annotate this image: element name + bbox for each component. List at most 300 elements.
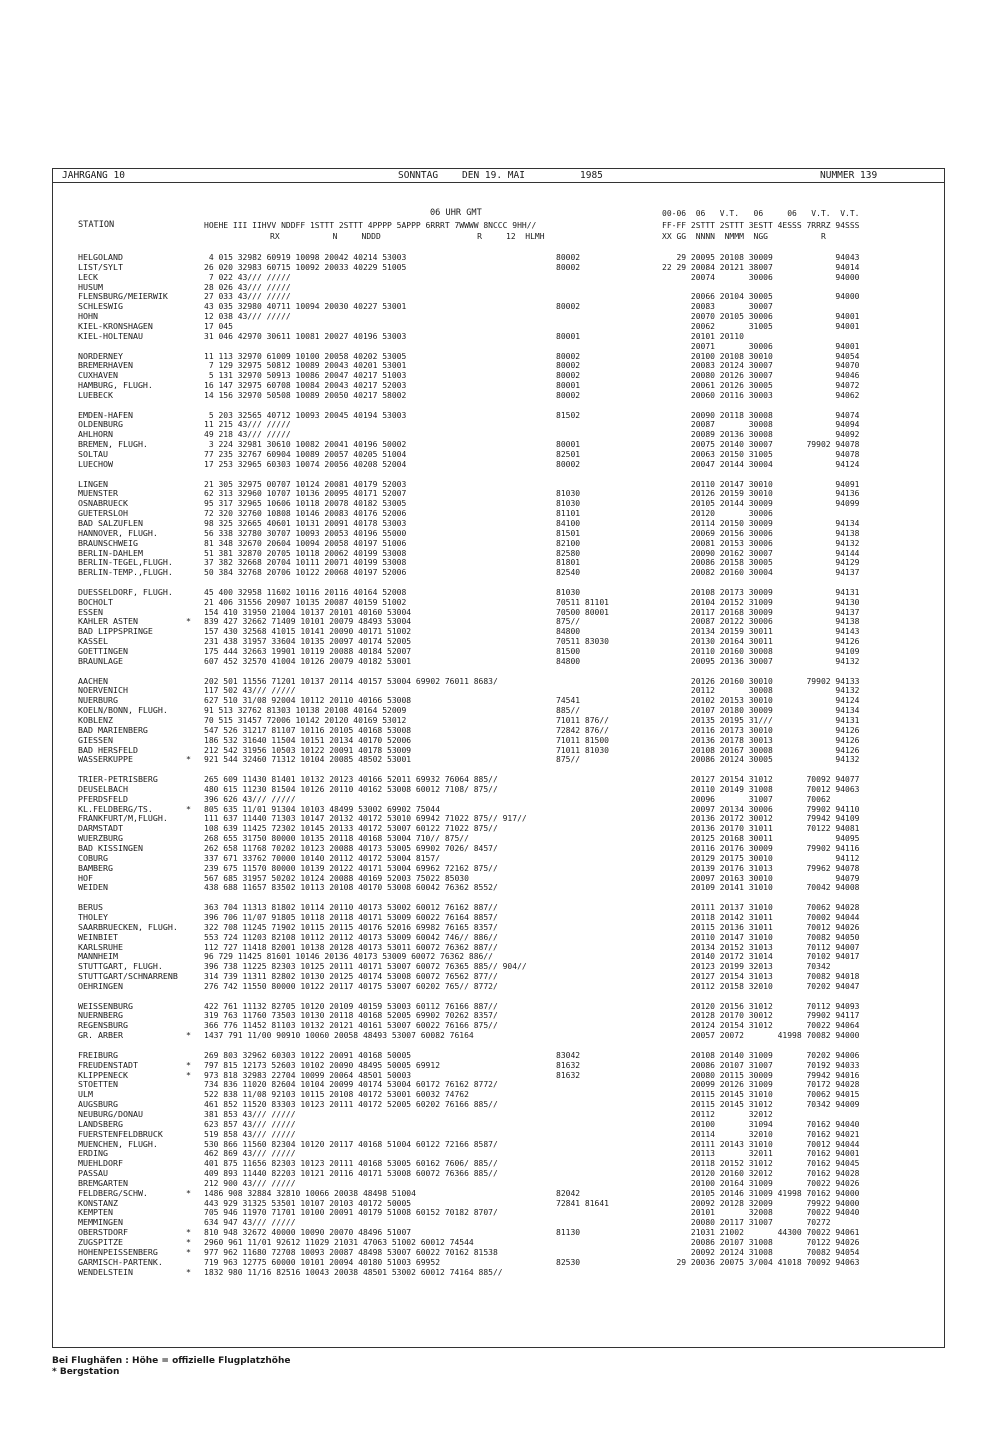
station-name: MUENCHEN, FLUGH.	[78, 1138, 158, 1149]
extra-groups: 80001	[556, 440, 581, 450]
synop-groups: 396 626 43/// /////	[204, 794, 296, 804]
synop-groups: 62 313 32960 10707 10136 20095 40171 52007	[204, 489, 407, 499]
regional-groups: 20120 30006	[662, 509, 773, 519]
regional-groups: 20086 20107 31007 70192 94033	[662, 1060, 860, 1070]
station-name: PASSAU	[78, 1168, 108, 1179]
synop-groups: 401 875 11656 82303 10123 20111 40168 53005 60162 7606/ 885//	[204, 1159, 498, 1169]
extra-groups: 81101	[556, 509, 581, 519]
synop-groups: 212 900 43/// /////	[204, 1178, 296, 1188]
station-name: SCHLESWIG	[78, 301, 123, 312]
station-name: KLIPPENECK	[78, 1069, 128, 1080]
synop-groups: 70 515 31457 72006 10142 20120 40169 53012	[204, 715, 407, 725]
regional-groups: 20100 20108 30010 94054	[662, 351, 860, 361]
regional-groups: 20123 20199 32013 70342	[662, 962, 831, 972]
extra-groups: 82042	[556, 1188, 581, 1198]
synop-groups: 154 410 31950 21004 10137 20101 40160 53004	[204, 607, 412, 617]
regional-groups: 20047 20144 30004 94124	[662, 459, 860, 469]
station-name: KARLSRUHE	[78, 941, 123, 952]
station-name: HELGOLAND	[78, 252, 123, 262]
regional-groups: 20100 20164 31009 70022 94026	[662, 1178, 860, 1188]
synop-groups: 438 688 11657 83502 10113 20108 40170 53008 60042 76362 8552/	[204, 883, 498, 893]
station-name: BREMERHAVEN	[78, 360, 133, 371]
station-name: GOETTINGEN	[78, 646, 128, 656]
station-name: SAARBRUECKEN, FLUGH.	[78, 921, 178, 932]
extra-groups: 82100	[556, 538, 581, 548]
column-codes: HOEHE III IIHVV NDDFF 1STTT 2STTT 4PPPP 5APPP 6RRRT 7WWWW 8NCCC 9HH//	[204, 221, 537, 230]
station-name: BRAUNSCHWEIG	[78, 537, 138, 548]
footnote-mountain: * Bergstation	[52, 1367, 120, 1377]
synop-groups: 26 020 32983 60715 10092 20033 40229 51005	[204, 262, 407, 272]
mountain-marker: *	[186, 1069, 191, 1080]
regional-groups: 20118 20152 31012 70162 94045	[662, 1159, 860, 1169]
synop-groups: 319 763 11760 73503 10130 20118 40168 52005 69902 70262 8357/	[204, 1011, 498, 1021]
extra-groups: 81030	[556, 489, 581, 499]
synop-groups: 1486 908 32884 32810 10066 20038 48498 51004	[204, 1188, 416, 1198]
station-name: NOERVENICH	[78, 685, 128, 696]
synop-groups: 337 671 33762 70000 10140 20112 40172 53004 8157/	[204, 853, 441, 863]
synop-groups: 461 852 11520 83303 10123 20111 40172 52005 60202 76166 885//	[204, 1100, 498, 1110]
day-label: SONNTAG	[398, 170, 439, 181]
synop-groups: 17 253 32965 60303 10074 20056 40208 52004	[204, 459, 407, 469]
station-name: KEMPTEN	[78, 1207, 113, 1218]
synop-groups: 72 320 32760 10808 10146 20083 40176 52006	[204, 509, 407, 519]
synop-groups: 797 815 12173 52603 10102 20090 48495 50005 69912	[204, 1060, 441, 1070]
regional-header-1: 00-06 06 V.T. 06 06 V.T. V.T.	[662, 209, 860, 218]
synop-groups: 81 348 32670 20604 10094 20058 40197 51006	[204, 538, 407, 548]
regional-groups: 20099 20126 31009 70172 94028	[662, 1080, 860, 1090]
station-name: MEMMINGEN	[78, 1217, 123, 1228]
extra-groups: 72841 81641	[556, 1198, 609, 1208]
regional-groups: 20134 20159 30011 94143	[662, 627, 860, 637]
station-name: WEINBIET	[78, 931, 118, 942]
synop-groups: 1437 791 11/00 90910 10060 20058 48493 53007 60082 76164	[204, 1031, 474, 1041]
regional-groups: 20102 20153 30010 94124	[662, 696, 860, 706]
station-name: GIESSEN	[78, 734, 113, 745]
station-name: BAD LIPPSPRINGE	[78, 626, 153, 637]
station-name: FUERSTENFELDBRUCK	[78, 1128, 163, 1139]
station-name: BAMBERG	[78, 862, 113, 873]
regional-groups: 20095 20136 30007 94132	[662, 656, 860, 666]
regional-groups: 20116 20176 30009 79902 94116	[662, 844, 860, 853]
station-name: GUETERSLOH	[78, 508, 128, 519]
regional-groups: 20101 20110	[662, 331, 744, 341]
synop-groups: 977 962 11680 72708 10093 20087 48498 53007 60022 70162 81538	[204, 1247, 498, 1257]
station-name: AACHEN	[78, 675, 108, 686]
regional-groups: 20134 20152 31013 70112 94007	[662, 942, 860, 952]
regional-groups: 20082 20160 30004 94137	[662, 568, 860, 578]
station-name: LIST/SYLT	[78, 261, 123, 272]
regional-header-3: XX GG NNNN NMMM NGG R	[662, 232, 826, 241]
regional-groups: 20112 30008 94132	[662, 686, 860, 696]
station-name: MUEHLDORF	[78, 1158, 123, 1169]
synop-groups: 553 724 11203 82108 10112 20112 40173 53009 60042 746// 886//	[204, 932, 498, 942]
synop-groups: 14 156 32970 50508 10089 20050 40217 58002	[204, 390, 407, 400]
station-name: HOHENPEISSENBERG	[78, 1246, 158, 1257]
station-name: BAD MARIENBERG	[78, 724, 148, 735]
regional-groups: 20071 30006 94001	[662, 341, 860, 351]
synop-groups: 519 858 43/// /////	[204, 1129, 296, 1139]
synop-groups: 21 305 32975 00707 10124 20081 40179 52003	[204, 479, 407, 489]
regional-groups: 20130 20164 30011 94126	[662, 637, 860, 647]
station-name: DEUSELBACH	[78, 783, 128, 794]
station-name: SOLTAU	[78, 449, 108, 459]
station-name: HANNOVER, FLUGH.	[78, 527, 158, 538]
synop-groups: 5 131 32970 50913 10086 20047 40217 51003	[204, 371, 407, 381]
regional-groups: 20080 20115 30009 79942 94016	[662, 1070, 860, 1080]
station-name: BAD HERSFELD	[78, 744, 138, 755]
synop-groups: 117 502 43/// /////	[204, 686, 296, 696]
extra-groups: 81632	[556, 1060, 581, 1070]
regional-groups: 20090 20118 30008 94074	[662, 410, 860, 420]
extra-groups: 81030	[556, 587, 581, 597]
synop-groups: 269 803 32962 60303 10122 20091 40168 50005	[204, 1050, 412, 1060]
synop-groups: 973 818 32983 22704 10099 20064 48501 50003	[204, 1070, 412, 1080]
extra-groups: 875//	[556, 755, 581, 765]
synop-groups: 530 866 11560 82304 10120 20117 40168 51004 60122 72166 8587/	[204, 1139, 498, 1149]
synop-groups: 49 218 43/// /////	[204, 430, 291, 440]
regional-groups: 20112 20158 32010 70202 94047	[662, 981, 860, 991]
regional-groups: 20080 20126 30007 94046	[662, 371, 860, 381]
synop-groups: 921 544 32460 71312 10104 20085 48502 53001	[204, 755, 412, 765]
synop-groups: 11 113 32970 61009 10100 20058 40202 53005	[204, 351, 407, 361]
regional-groups: 29 20095 20108 30009 94043	[662, 253, 860, 262]
mountain-marker: *	[186, 803, 191, 814]
regional-groups: 20090 20162 30007 94144	[662, 548, 860, 558]
regional-groups: 20110 20147 31010 70082 94050	[662, 932, 860, 942]
station-name: REGENSBURG	[78, 1020, 128, 1031]
station-name: CUXHAVEN	[78, 370, 118, 381]
synop-groups: 396 706 11/07 91805 10118 20118 40171 53009 60022 76164 8857/	[204, 912, 498, 922]
regional-groups: 20087 30008 94094	[662, 420, 860, 430]
regional-groups: 20114 20150 30009 94134	[662, 518, 860, 528]
station-name: KL.FELDBERG/TS.	[78, 803, 153, 814]
extra-groups: 80002	[556, 371, 581, 381]
station-name: BRAUNLAGE	[78, 655, 123, 666]
synop-groups: 322 708 11245 71902 10115 20115 40176 52016 69982 76165 8357/	[204, 922, 498, 932]
station-name: ZUGSPITZE	[78, 1237, 123, 1247]
regional-groups: 20112 32012	[662, 1109, 773, 1119]
station-name: STUTTGART, FLUGH.	[78, 961, 163, 972]
station-name: PFERDSFELD	[78, 793, 128, 804]
synop-groups: 480 615 11230 81504 10126 20110 40162 53008 60012 7108/ 875//	[204, 784, 498, 794]
station-name: OBERSTDORF	[78, 1227, 128, 1238]
extra-groups: 81502	[556, 410, 581, 420]
mountain-marker: *	[186, 616, 191, 627]
station-name: NEUBURG/DONAU	[78, 1108, 143, 1119]
synop-groups: 734 836 11020 82604 10104 20099 40174 53004 60172 76162 8772/	[204, 1080, 498, 1090]
extra-groups: 70500 80001	[556, 607, 609, 617]
extra-groups: 71011 81030	[556, 745, 609, 755]
extra-groups: 80002	[556, 361, 581, 371]
footnote-airports: Bei Flughäfen : Höhe = offizielle Flugplatzhöhe	[52, 1356, 291, 1366]
extra-groups: 81030	[556, 499, 581, 509]
regional-groups: 20115 20145 31012 70342 94009	[662, 1100, 860, 1110]
synop-groups: 1832 980 11/16 82516 10043 20038 48501 53002 60012 74164 885//	[204, 1267, 503, 1277]
station-name: WUERZBURG	[78, 833, 123, 844]
synop-groups: 276 742 11550 80000 10122 20117 40175 53007 60202 765// 8772/	[204, 981, 498, 991]
station-name: GARMISCH-PARTENK.	[78, 1256, 163, 1267]
synop-groups: 16 147 32975 60708 10084 20043 40217 52003	[204, 381, 407, 391]
regional-groups: 20110 20160 30008 94109	[662, 647, 860, 656]
regional-groups: 20108 20173 30009 94131	[662, 587, 860, 597]
regional-groups: 20081 20153 30006 94132	[662, 538, 860, 548]
synop-groups: 314 739 11311 82802 10130 20125 40174 53008 60072 76562 877//	[204, 972, 498, 982]
synop-groups: 21 406 31556 20907 10135 20087 40159 51002	[204, 597, 407, 607]
synop-groups: 705 946 11970 71701 10100 20091 40179 51008 60152 70182 8707/	[204, 1208, 498, 1218]
mountain-marker: *	[186, 1227, 191, 1238]
station-name: KOBLENZ	[78, 714, 113, 725]
synop-groups: 50 384 32768 20706 10122 20068 40197 52006	[204, 568, 407, 578]
regional-groups: 20062 31005 94001	[662, 321, 860, 331]
synop-groups: 805 635 11/01 91304 10103 48499 53002 69902 75044	[204, 804, 441, 814]
station-name: THOLEY	[78, 911, 108, 922]
synop-groups: 175 444 32663 19901 10119 20088 40184 52007	[204, 647, 412, 656]
regional-groups: 20117 20168 30009 94137	[662, 607, 860, 617]
regional-groups: 20097 20163 30010 94079	[662, 873, 860, 883]
station-name: BAD KISSINGEN	[78, 843, 143, 853]
regional-header-2: FF-FF 2STTT 2STTT 3ESTT 4ESSS 7RRRZ 94SSS	[662, 221, 860, 230]
station-name: ESSEN	[78, 606, 103, 617]
synop-groups: 51 381 32870 20705 10118 20062 40199 53008	[204, 548, 407, 558]
synop-groups: 95 317 32965 10606 10118 20078 40182 53005	[204, 499, 407, 509]
regional-groups: 20086 20158 30005 94129	[662, 558, 860, 568]
station-name: OSNABRUECK	[78, 498, 128, 509]
synop-groups: 443 929 31325 53501 10107 20103 40172 50005	[204, 1198, 412, 1208]
extra-groups: 84800	[556, 656, 581, 666]
station-name: BERLIN-TEMP.,FLUGH.	[78, 567, 173, 578]
header-rule	[52, 182, 945, 183]
synop-groups: 212 542 31956 10503 10122 20091 40178 53009	[204, 745, 412, 755]
synop-groups: 202 501 11556 71201 10137 20114 40157 53004 69902 76011 8683/	[204, 676, 498, 686]
synop-groups: 3 224 32981 30610 10082 20041 40196 50002	[204, 440, 407, 450]
synop-groups: 111 637 11440 71303 10147 20132 40172 53010 69942 71022 875// 917//	[204, 814, 527, 824]
extra-groups: 80002	[556, 459, 581, 469]
station-name: BERUS	[78, 902, 103, 913]
station-name: KOELN/BONN, FLUGH.	[78, 705, 168, 716]
station-name: WENDELSTEIN	[78, 1266, 133, 1277]
station-name: LANDSBERG	[78, 1118, 123, 1129]
regional-groups: 20126 20160 30010 79902 94133	[662, 676, 860, 686]
regional-groups: 21031 21002 44300 70022 94061	[662, 1228, 860, 1238]
station-name: OLDENBURG	[78, 419, 123, 430]
regional-groups: 20107 20180 30009 94134	[662, 706, 860, 716]
station-name: WASSERKUPPE	[78, 754, 133, 765]
station-name: BERLIN-TEGEL,FLUGH.	[78, 557, 173, 568]
regional-groups: 20108 20167 30008 94126	[662, 745, 860, 755]
station-name: BOCHOLT	[78, 596, 113, 607]
synop-groups: 239 675 11570 80000 10139 20122 40171 53004 69962 72162 875//	[204, 863, 498, 873]
synop-groups: 366 776 11452 81103 10132 20121 40161 53007 60022 76166 875//	[204, 1021, 498, 1031]
regional-groups: 20136 20178 30013 94126	[662, 735, 860, 745]
station-name: MUENSTER	[78, 488, 118, 499]
regional-groups: 20083 20124 30007 94070	[662, 361, 860, 371]
station-name: ULM	[78, 1089, 93, 1100]
regional-groups: 20105 20146 31009 41998 70162 94000	[662, 1188, 860, 1198]
regional-groups: 20086 20107 31008 70122 94026	[662, 1238, 860, 1247]
synop-groups: 7 129 32975 50812 10089 20043 40201 53001	[204, 361, 407, 371]
synop-groups: 627 510 31/08 92004 10112 20110 40166 53008	[204, 696, 412, 706]
regional-groups: 20089 20136 30008 94092	[662, 430, 860, 440]
station-header: STATION	[78, 220, 115, 230]
mountain-marker: *	[186, 754, 191, 765]
synop-groups: 262 658 11768 70202 10123 20088 40173 53005 69902 7026/ 8457/	[204, 844, 498, 853]
regional-groups: 20109 20141 31010 70042 94008	[662, 883, 860, 893]
regional-groups: 20136 20170 31011 70122 94081	[662, 824, 860, 834]
regional-groups: 20126 20159 30010 94136	[662, 489, 860, 499]
station-name: LUECHOW	[78, 458, 113, 469]
station-name: AUGSBURG	[78, 1099, 118, 1110]
regional-groups: 20069 20156 30006 94138	[662, 528, 860, 538]
regional-groups: 20096 31007 70062	[662, 794, 831, 804]
station-name: HUSUM	[78, 281, 103, 292]
synop-groups: 186 532 31640 11504 10151 20134 40170 52006	[204, 735, 412, 745]
synop-groups: 11 215 43/// /////	[204, 420, 291, 430]
station-name: TRIER-PETRISBERG	[78, 774, 158, 785]
regional-groups: 20113 32011 70162 94001	[662, 1149, 860, 1159]
column-codes-sub: RX N NDDD R 12 HLMH	[270, 232, 545, 241]
extra-groups: 82530	[556, 1257, 581, 1267]
regional-groups: 20116 20173 30010 94126	[662, 725, 860, 735]
synop-groups: 157 430 32568 41015 10141 20090 40171 51002	[204, 627, 412, 637]
station-name: HOHN	[78, 311, 98, 322]
regional-groups: 20115 20145 31010 70062 94015	[662, 1090, 860, 1100]
synop-groups: 810 948 32672 40000 10090 20070 48496 51007	[204, 1228, 412, 1238]
station-name: AHLHORN	[78, 429, 113, 440]
regional-groups: 20120 20160 32012 70162 94028	[662, 1169, 860, 1179]
station-name: MANNHEIM	[78, 951, 118, 962]
regional-groups: 20128 20170 30012 79902 94117	[662, 1011, 860, 1021]
synop-groups: 5 203 32565 40712 10093 20045 40194 53003	[204, 410, 407, 420]
synop-groups: 462 869 43/// /////	[204, 1149, 296, 1159]
regional-groups: 20111 20137 31010 70062 94028	[662, 903, 860, 913]
regional-groups: 20108 20140 31009 70202 94006	[662, 1050, 860, 1060]
station-name: NUERBURG	[78, 695, 118, 706]
station-name: STUTTGART/SCHNARRENB	[78, 971, 178, 982]
station-name: KIEL-HOLTENAU	[78, 330, 143, 341]
regional-groups: 20135 20195 31/// 94131	[662, 715, 860, 725]
regional-groups: 20139 20176 31013 79962 94078	[662, 863, 860, 873]
regional-groups: 20127 20154 31013 70082 94018	[662, 972, 860, 982]
station-name: KAHLER ASTEN	[78, 616, 138, 627]
station-name: FREIBURG	[78, 1049, 118, 1060]
synop-groups: 265 609 11430 81401 10132 20123 40166 52011 69932 76064 885//	[204, 775, 498, 785]
extra-groups: 81632	[556, 1070, 581, 1080]
regional-groups: 20118 20142 31011 70002 94044	[662, 912, 860, 922]
regional-groups: 20092 20124 31008 70082 94054	[662, 1247, 860, 1257]
date-label: DEN 19. MAI	[462, 170, 525, 181]
synop-groups: 623 857 43/// /////	[204, 1119, 296, 1129]
regional-groups: 20127 20154 31012 70092 94077	[662, 775, 860, 785]
regional-groups: 20125 20168 30011 94095	[662, 834, 860, 844]
extra-groups: 74541	[556, 696, 581, 706]
synop-groups: 839 427 32662 71409 10101 20079 48493 53004	[204, 617, 412, 627]
synop-groups: 56 338 32780 30707 10093 20053 40196 55000	[204, 528, 407, 538]
synop-groups: 45 400 32958 11602 10116 20116 40164 52008	[204, 587, 407, 597]
regional-groups: 20104 20152 31009 94130	[662, 597, 860, 607]
station-name: COBURG	[78, 852, 108, 863]
station-name: BREMEN, FLUGH.	[78, 439, 148, 450]
station-name: NUERNBERG	[78, 1010, 123, 1021]
synop-groups: 77 235 32767 60904 10089 20057 40205 51004	[204, 450, 407, 459]
extra-groups: 80002	[556, 351, 581, 361]
regional-groups: 20111 20143 31010 70012 94044	[662, 1139, 860, 1149]
station-name: KONSTANZ	[78, 1197, 118, 1208]
regional-groups: 20115 20136 31011 70012 94026	[662, 922, 860, 932]
extra-groups: 72842 876//	[556, 725, 609, 735]
extra-groups: 81130	[556, 1228, 581, 1238]
synop-groups: 396 738 11225 82303 10125 20111 40171 53007 60072 76365 885// 904//	[204, 962, 527, 972]
gmt-title: 06 UHR GMT	[430, 208, 482, 218]
regional-groups: 20136 20172 30012 79942 94109	[662, 814, 860, 824]
extra-groups: 71011 876//	[556, 715, 609, 725]
synop-groups: 4 015 32982 60919 10098 20042 40214 53003	[204, 253, 407, 262]
synop-groups: 522 838 11/08 92103 10115 20108 40172 53001 60032 74762	[204, 1090, 469, 1100]
synop-groups: 98 325 32665 40601 10131 20091 40178 53003	[204, 518, 407, 528]
regional-groups: 20080 20117 31007 70272	[662, 1218, 831, 1228]
extra-groups: 84800	[556, 627, 581, 637]
extra-groups: 80002	[556, 253, 581, 262]
extra-groups: 70511 83030	[556, 637, 609, 647]
regional-groups: 20070 20105 30006 94001	[662, 312, 860, 322]
regional-groups: 20105 20144 30009 94099	[662, 499, 860, 509]
number-label: NUMMER 139	[820, 170, 878, 181]
synop-groups: 17 045	[204, 321, 233, 331]
synop-groups: 719 963 12775 60000 10101 20094 40180 51003 69952	[204, 1257, 441, 1267]
regional-groups: 20124 20154 31012 70022 94064	[662, 1021, 860, 1031]
station-name: LINGEN	[78, 478, 108, 489]
station-name: BERLIN-DAHLEM	[78, 547, 143, 558]
regional-groups: 20110 20147 30010 94091	[662, 479, 860, 489]
station-name: STOETTEN	[78, 1079, 118, 1090]
mountain-marker: *	[186, 1030, 191, 1041]
regional-groups: 20120 20156 31012 70112 94093	[662, 1001, 860, 1011]
mountain-marker: *	[186, 1237, 191, 1247]
synop-groups: 409 893 11440 82203 10121 20116 40171 53008 60072 76366 885//	[204, 1169, 498, 1179]
station-name: FLENSBURG/MEIERWIK	[78, 291, 168, 302]
regional-groups: 20061 20126 30005 94072	[662, 381, 860, 391]
regional-groups: 29 20036 20075 3/004 41018 70092 94063	[662, 1257, 860, 1267]
station-name: KIEL-KRONSHAGEN	[78, 320, 153, 331]
extra-groups: 71011 81500	[556, 735, 609, 745]
synop-groups: 31 046 42970 30611 10081 20027 40196 53003	[204, 331, 407, 341]
extra-groups: 80002	[556, 390, 581, 400]
extra-groups: 84100	[556, 518, 581, 528]
regional-groups: 20074 30006 94000	[662, 272, 860, 282]
extra-groups: 83042	[556, 1050, 581, 1060]
extra-groups: 80002	[556, 262, 581, 272]
regional-groups: 20075 20140 30007 79902 94078	[662, 440, 860, 450]
regional-groups: 20063 20150 31005 94078	[662, 450, 860, 459]
regional-groups: 20086 20124 30005 94132	[662, 755, 860, 765]
extra-groups: 70511 81101	[556, 597, 609, 607]
synop-groups: 231 438 31957 33604 10135 20097 40174 52005	[204, 637, 412, 647]
station-name: FREUDENSTADT	[78, 1059, 138, 1070]
synop-groups: 422 761 11132 82705 10120 20109 40159 53003 60112 76166 887//	[204, 1001, 498, 1011]
station-name: WEISSENBURG	[78, 1000, 133, 1011]
synop-groups: 43 035 32980 40711 10094 20030 40227 53001	[204, 302, 407, 312]
mountain-marker: *	[186, 1246, 191, 1257]
station-name: KASSEL	[78, 636, 108, 647]
mountain-marker: *	[186, 1266, 191, 1277]
extra-groups: 82580	[556, 548, 581, 558]
synop-groups: 37 382 32668 20704 10111 20071 40199 53008	[204, 558, 407, 568]
synop-groups: 7 022 43/// /////	[204, 272, 291, 282]
regional-groups: 20057 20072 41998 70082 94000	[662, 1031, 860, 1041]
regional-groups: 20100 31094 70162 94040	[662, 1119, 860, 1129]
regional-groups: 20066 20104 30005 94000	[662, 292, 860, 302]
extra-groups: 885//	[556, 706, 581, 716]
station-name: DARMSTADT	[78, 823, 123, 834]
